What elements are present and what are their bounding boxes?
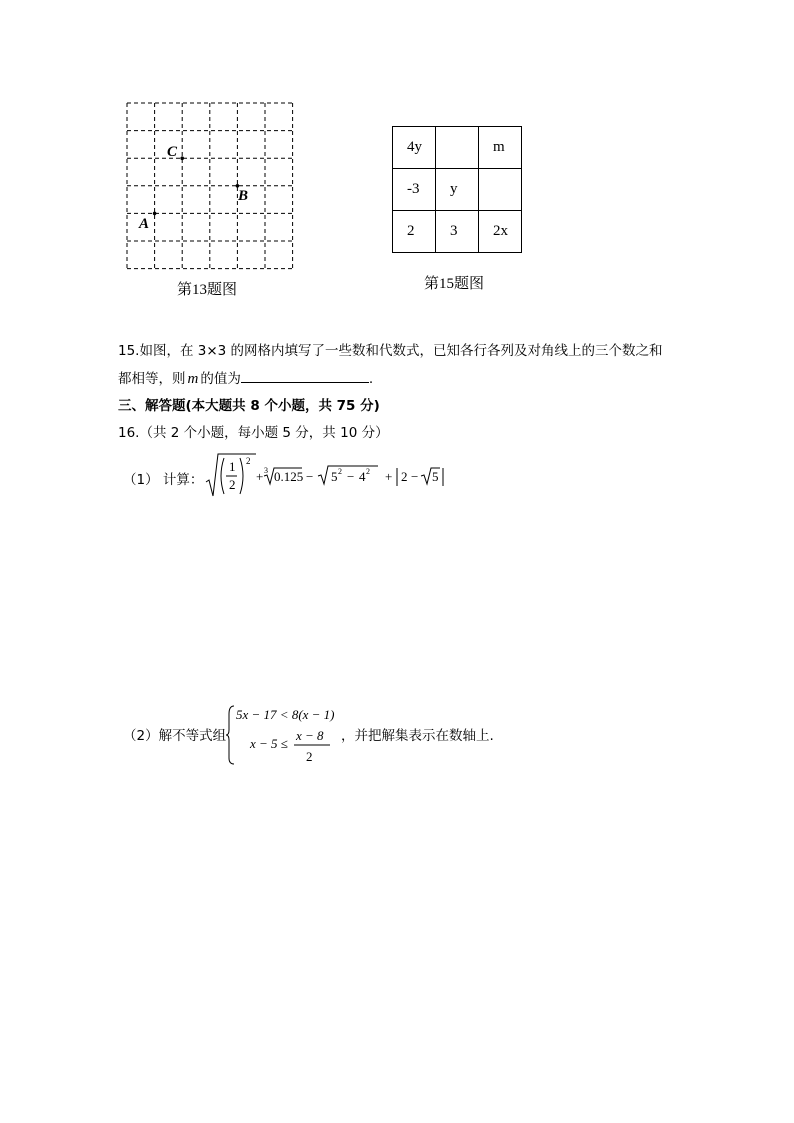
q15-variable: m	[187, 371, 199, 387]
table-cell: m	[479, 127, 522, 169]
abs-number: 2	[401, 469, 408, 484]
svg-text:2: 2	[338, 467, 342, 476]
figure-15-caption: 第15题图	[424, 276, 485, 292]
inequality-2-left: x − 5 ≤	[250, 736, 288, 751]
frac-denominator: 2	[229, 477, 236, 492]
svg-text:2: 2	[366, 467, 370, 476]
q15-text-after: 的值为	[200, 371, 241, 387]
table-cell: 4y	[393, 127, 436, 169]
exponent: 2	[246, 456, 251, 466]
question-15	[118, 341, 718, 389]
table-cell	[436, 127, 479, 169]
question-15-line1: 15.如图，在 3×3 的网格内填写了一些数和代数式，已知各行各列及对角线上的三个数之和	[118, 343, 663, 359]
point-c-dot	[180, 156, 184, 160]
inequality-2-numerator: x − 8	[296, 728, 324, 743]
svg-text:−: −	[411, 469, 419, 484]
q16-part2-suffix: ，并把解集表示在数轴上.	[341, 728, 494, 744]
q15-period: .	[368, 371, 374, 387]
sqrt-base-a: 5	[331, 469, 338, 484]
question-16-header: 16.（共 2 个小题，每小题 5 分，共 10 分）	[118, 425, 389, 441]
table-cell: 3	[436, 211, 479, 253]
table-row	[393, 211, 522, 253]
figure-13-caption: 第13题图	[177, 282, 238, 298]
table-cell: 2	[393, 211, 436, 253]
cbrt-argument: 0.125	[274, 469, 304, 484]
table-cell: y	[436, 169, 479, 211]
section-3-title: 三、解答题(本大题共 8 个小题，共 75 分)	[118, 398, 380, 414]
q16-part2-label: （2）解不等式组	[123, 728, 227, 744]
question-15-line2	[118, 368, 718, 389]
svg-text:+: +	[256, 469, 264, 484]
q16-part1-expression	[204, 452, 454, 502]
point-a-label: A	[139, 216, 150, 232]
inequality-2-denominator: 2	[306, 749, 313, 764]
frac-numerator: 1	[229, 459, 236, 474]
svg-text:−: −	[347, 469, 355, 484]
answer-blank	[241, 368, 369, 383]
table-row	[393, 127, 522, 169]
q16-inequality-system	[226, 704, 346, 768]
figure-13-grid	[126, 102, 296, 272]
abs-radicand: 5	[432, 469, 439, 484]
table-cell: -3	[393, 169, 436, 211]
figure-15-table	[392, 126, 522, 253]
svg-text:+: +	[385, 469, 393, 484]
point-a-dot	[153, 212, 157, 216]
table-row	[393, 169, 522, 211]
q16-part1-label: （1） 计算：	[123, 472, 204, 488]
point-b-label: B	[238, 188, 249, 204]
svg-text:−: −	[306, 469, 314, 484]
inequality-1: 5x − 17 < 8(x − 1)	[236, 707, 335, 722]
cbrt-index: 3	[264, 466, 268, 475]
table-cell: 2x	[479, 211, 522, 253]
point-c-label: C	[167, 144, 178, 160]
q15-text: 都相等，则	[118, 371, 186, 387]
table-cell	[479, 169, 522, 211]
sqrt-base-b: 4	[359, 469, 366, 484]
